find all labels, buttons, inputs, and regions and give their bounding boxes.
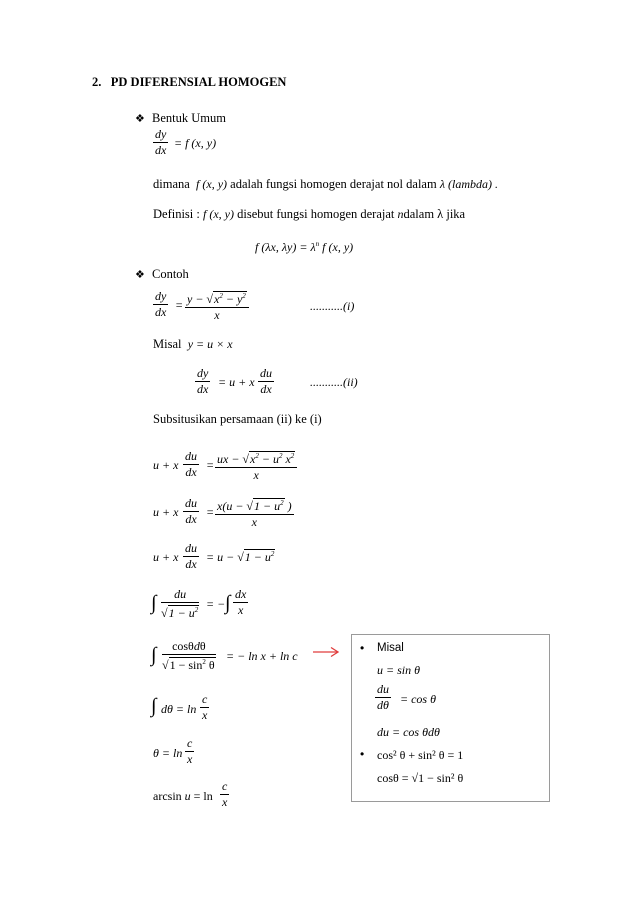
eq2-tag: ...........(ii) xyxy=(310,375,358,389)
integral-sign: ∫ xyxy=(151,644,157,666)
eq1-tag: ...........(i) xyxy=(310,299,355,313)
side-eq2-frac: $\frac{du}{d\theta}$ xyxy=(377,682,389,712)
row5-lhs: cosθdθ $√1 - \sin^2 \theta$ xyxy=(162,639,215,672)
section-heading xyxy=(92,75,286,90)
bullet-dot-icon: • xyxy=(360,641,365,655)
row5-rhs: = − ln x + ln c xyxy=(226,649,298,663)
side-eq1: u = sin θ xyxy=(377,663,420,677)
row3-rhs: = $u - √1 - u^2$ xyxy=(206,550,275,564)
eq2-lhs: $\frac{dy}{dx}$ xyxy=(197,366,209,396)
right-arrow-icon xyxy=(312,646,340,658)
row4-rhs: $\frac{dx}{x}$ xyxy=(235,587,247,617)
eq1-lhs: $\frac{dy}{dx}$ xyxy=(155,289,167,319)
dy-dx-fraction: $\frac{dy}{dx}$ xyxy=(155,127,167,157)
bullet-dot-icon: • xyxy=(360,747,365,761)
diamond-bullet-icon: ❖ xyxy=(135,269,145,281)
integral-sign: ∫ xyxy=(151,695,157,717)
side-note-label: Misal xyxy=(377,642,404,654)
row8-lhs: arcsin u = ln xyxy=(153,789,213,803)
contoh-item xyxy=(135,267,189,282)
row2-rhs: $\frac{x(u - √1 - u^2 )}{x}$ xyxy=(217,499,292,529)
bentuk-umum-item xyxy=(135,111,226,126)
equals-sign: = xyxy=(206,458,215,472)
row4-lhs: $\frac{du}{√1 - u^2}$ xyxy=(161,587,199,620)
row3-lhs: u + x xyxy=(153,550,179,564)
side-eq3: du = cos θdθ xyxy=(377,725,440,739)
integral-sign: ∫ xyxy=(225,592,231,614)
row6-lhs: dθ = ln xyxy=(161,702,197,716)
row4-eq: = − xyxy=(206,597,226,611)
row2-du-dx: $\frac{du}{dx}$ xyxy=(185,496,197,526)
bentuk-umum-rhs: = f (x, y) xyxy=(174,136,217,150)
bentuk-umum-label: Bentuk Umum xyxy=(152,111,226,125)
side-eq2-rhs: = cos θ xyxy=(400,692,436,706)
integral-sign: ∫ xyxy=(151,592,157,614)
section-title: PD DIFERENSIAL HOMOGEN xyxy=(110,75,287,89)
row2-lhs: u + x xyxy=(153,505,179,519)
row7-c-x: $\frac{c}{x}$ xyxy=(187,736,193,766)
section-number: 2. xyxy=(92,75,102,89)
eq2-mid: = u + x xyxy=(218,375,255,389)
misal-line: Misal y = u × x xyxy=(153,337,233,351)
eq2-du-dx: $\frac{du}{dx}$ xyxy=(260,366,272,396)
row1-rhs: $\frac{ux - √x^2 - u^2 x^2}{x}$ xyxy=(215,450,297,482)
diamond-bullet-icon: ❖ xyxy=(135,113,145,125)
row3-du-dx: $\frac{du}{dx}$ xyxy=(185,541,197,571)
side-note-box xyxy=(351,634,550,802)
definisi-line: Definisi : f (x, y) disebut fungsi homogen derajat ndalam λ jika xyxy=(153,207,466,221)
side-eq5: cosθ = √1 − sin² θ xyxy=(377,771,464,785)
row8-c-x: $\frac{c}{x}$ xyxy=(222,779,228,809)
equals-sign: = xyxy=(175,298,184,312)
row7-lhs: θ = ln xyxy=(153,746,183,760)
subsitusi-line: Subsitusikan persamaan (ii) ke (i) xyxy=(153,412,322,426)
contoh-label: Contoh xyxy=(152,267,189,281)
dimana-line: dimana f (x, y) adalah fungsi homogen derajat nol dalam λ (lambda) . xyxy=(153,177,499,191)
eq1-rhs: $\frac{y - √x^2 - y^2}{x}$ xyxy=(185,290,249,322)
row1-du-dx: $\frac{du}{dx}$ xyxy=(185,449,197,479)
definisi-equation: f (λx, $\lambda y) = \lambda^n$ f (x, y) xyxy=(255,240,354,254)
side-eq4: cos² θ + sin² θ = 1 xyxy=(377,748,464,762)
row6-c-x: $\frac{c}{x}$ xyxy=(202,692,208,722)
row1-lhs: u + x xyxy=(153,458,179,472)
equals-sign: = xyxy=(206,505,215,519)
